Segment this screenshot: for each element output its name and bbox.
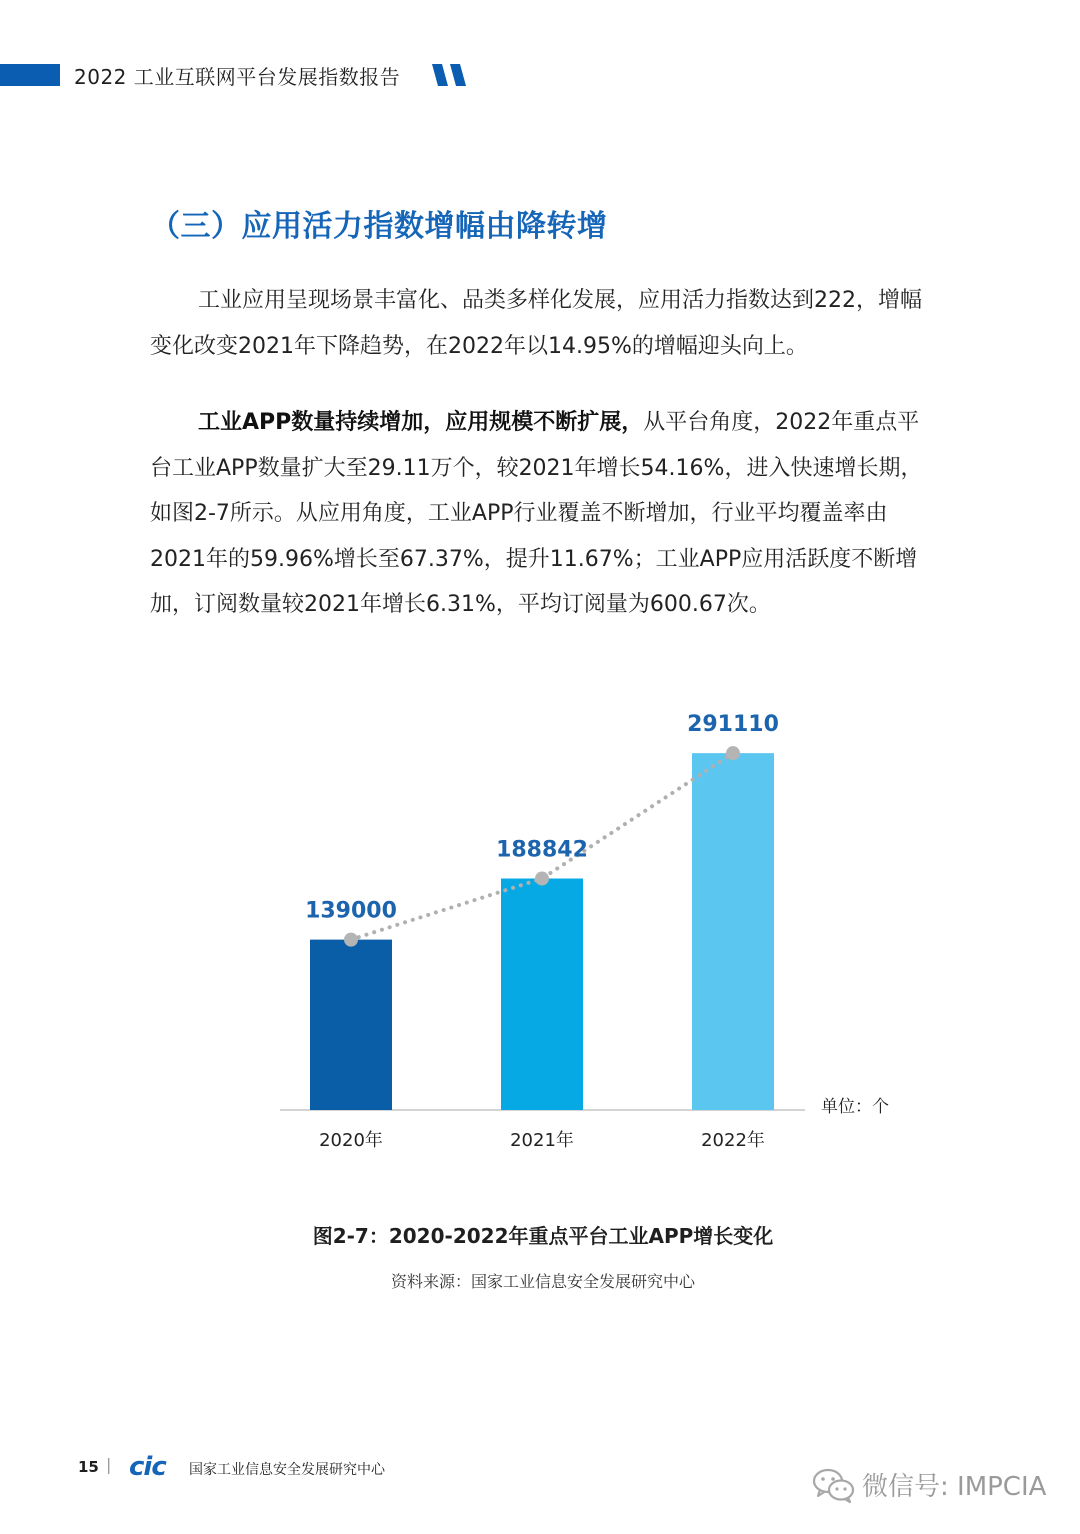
category-label-1: 2021年 <box>510 1130 574 1151</box>
trend-point-1 <box>535 872 549 886</box>
section-title: （三）应用活力指数增幅由降转增 <box>150 209 608 244</box>
trend-point-2 <box>726 746 740 760</box>
bar-chart <box>0 700 1080 1180</box>
figure-source: 资料来源：国家工业信息安全发展研究中心 <box>390 1272 695 1291</box>
page-number: 15 <box>78 1458 99 1476</box>
footer-org-name: 国家工业信息安全发展研究中心 <box>189 1462 385 1478</box>
wechat-icon <box>812 1466 856 1504</box>
paragraph-body: 从平台角度，2022年重点平台工业APP数量扩大至29.11万个，较2021年增长54.16%，进入快速增长期，如图2-7所示。从应用角度，工业APP行业覆盖不断增加，行业平均覆盖率由2021年的59.96%增长至67.37%，提升11.67%；工业APP应用活跃度不断增加，订阅数量较2021年增长6.31%，平均订阅量为600.67次。 <box>150 410 923 617</box>
header-accent-bar <box>0 64 60 86</box>
bar-0 <box>310 940 392 1110</box>
svg-text:cic: cic <box>129 1453 166 1479</box>
category-label-0: 2020年 <box>319 1130 383 1151</box>
value-label-0: 139000 <box>305 898 397 924</box>
report-title: 2022 工业互联网平台发展指数报告 <box>74 65 401 89</box>
cic-logo <box>128 1453 182 1479</box>
figure-caption: 图2-7：2020-2022年重点平台工业APP增长变化 <box>312 1224 774 1248</box>
category-label-2: 2022年 <box>701 1130 765 1151</box>
paragraph-application-index: 工业应用呈现场景丰富化、品类多样化发展，应用活力指数达到222，增幅变化改变2021年下降趋势，在2022年以14.95%的增幅迎头向上。 <box>150 288 922 359</box>
paragraph-app-quantity <box>150 400 940 628</box>
trend-point-0 <box>344 933 358 947</box>
bar-2 <box>692 753 774 1110</box>
wechat-watermark: 微信号: IMPCIA <box>862 1472 1047 1502</box>
unit-label: 单位：个 <box>821 1097 889 1117</box>
header-slash-icon <box>432 64 468 86</box>
bar-1 <box>501 879 583 1110</box>
bars-layer <box>310 753 774 1110</box>
footer-separator: | <box>106 1455 112 1474</box>
paragraph-bold-lead: 工业APP数量持续增加，应用规模不断扩展， <box>198 410 644 435</box>
value-label-1: 188842 <box>496 837 588 863</box>
value-label-2: 291110 <box>687 712 779 738</box>
